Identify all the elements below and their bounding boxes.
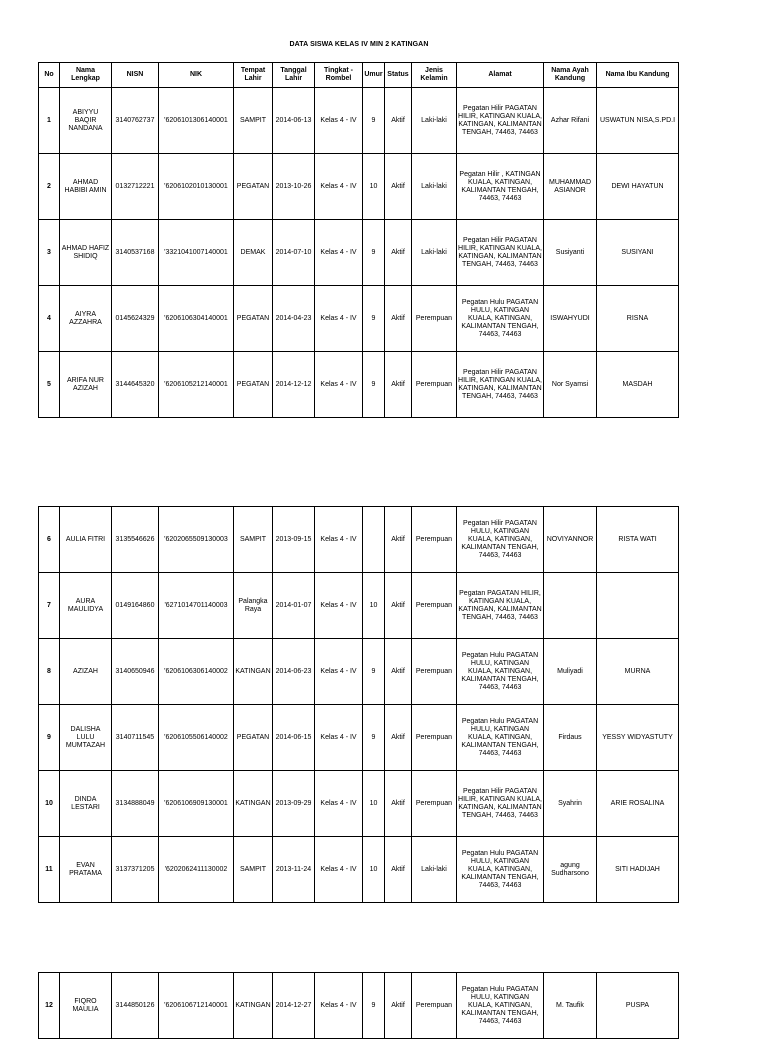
- nama-ibu-cell: DEWI HAYATUN: [597, 154, 679, 220]
- tingkat-rombel-cell: Kelas 4 - IV: [315, 286, 363, 352]
- alamat-cell: Pegatan Hilir PAGATAN HILIR, KATINGAN KUALA, KATINGAN, KALIMANTAN TENGAH, 74463, 74463: [457, 771, 544, 837]
- tanggal-lahir-cell: 2014-04-23: [273, 286, 315, 352]
- alamat-cell: Pegatan Hilir PAGATAN HILIR, KATINGAN KUALA, KATINGAN, KALIMANTAN TENGAH, 74463, 74463: [457, 88, 544, 154]
- nisn-cell: 3144850126: [112, 973, 159, 1039]
- tanggal-lahir-cell: 2014-12-12: [273, 352, 315, 418]
- nama-ibu-cell: ARIE ROSALINA: [597, 771, 679, 837]
- alamat-cell: Pegatan PAGATAN HILIR, KATINGAN KUALA, KATINGAN, KALIMANTAN TENGAH, 74463, 74463: [457, 573, 544, 639]
- jenis-kelamin-cell: Perempuan: [412, 573, 457, 639]
- nama-cell: EVAN PRATAMA: [60, 837, 112, 903]
- tanggal-lahir-cell: 2014-07-10: [273, 220, 315, 286]
- jenis-kelamin-cell: Perempuan: [412, 507, 457, 573]
- table-row: [39, 352, 679, 418]
- nama-ayah-cell: ISWAHYUDI: [544, 286, 597, 352]
- nama-cell: AHMAD HABIBI AMIN: [60, 154, 112, 220]
- table-row: [39, 771, 679, 837]
- nama-ibu-cell: USWATUN NISA,S.PD.I: [597, 88, 679, 154]
- header-no: No: [39, 63, 60, 88]
- no-cell: 5: [39, 352, 60, 418]
- nama-cell: AZIZAH: [60, 639, 112, 705]
- status-cell: Aktif: [385, 286, 412, 352]
- status-cell: Aktif: [385, 639, 412, 705]
- nama-cell: DALISHA LULU MUMTAZAH: [60, 705, 112, 771]
- jenis-kelamin-cell: Laki-laki: [412, 154, 457, 220]
- nisn-cell: 3140537168: [112, 220, 159, 286]
- tingkat-rombel-cell: Kelas 4 - IV: [315, 507, 363, 573]
- no-cell: 4: [39, 286, 60, 352]
- status-cell: Aktif: [385, 220, 412, 286]
- tempat-lahir-cell: PEGATAN: [234, 154, 273, 220]
- nama-ibu-cell: [597, 573, 679, 639]
- jenis-kelamin-cell: Perempuan: [412, 705, 457, 771]
- nik-cell: '6206106712140001: [159, 973, 234, 1039]
- header-nama-ayah: Nama Ayah Kandung: [544, 63, 597, 88]
- nama-ayah-cell: M. Taufik: [544, 973, 597, 1039]
- header-status: Status: [385, 63, 412, 88]
- nama-ayah-cell: MUHAMMAD ASIANOR: [544, 154, 597, 220]
- no-cell: 11: [39, 837, 60, 903]
- nisn-cell: 0132712221: [112, 154, 159, 220]
- jenis-kelamin-cell: Laki-laki: [412, 88, 457, 154]
- table-row: [39, 973, 679, 1039]
- header-tanggal-lahir: Tanggal Lahir: [273, 63, 315, 88]
- tingkat-rombel-cell: Kelas 4 - IV: [315, 705, 363, 771]
- header-jenis-kelamin: Jenis Kelamin: [412, 63, 457, 88]
- header-tingkat-rombel: Tingkat - Rombel: [315, 63, 363, 88]
- jenis-kelamin-cell: Perempuan: [412, 639, 457, 705]
- header-umur: Umur: [363, 63, 385, 88]
- umur-cell: 10: [363, 573, 385, 639]
- tempat-lahir-cell: SAMPIT: [234, 507, 273, 573]
- nisn-cell: 0145624329: [112, 286, 159, 352]
- nik-cell: '6206102010130001: [159, 154, 234, 220]
- nama-ayah-cell: Susiyanti: [544, 220, 597, 286]
- jenis-kelamin-cell: Perempuan: [412, 771, 457, 837]
- umur-cell: 9: [363, 220, 385, 286]
- tempat-lahir-cell: KATINGAN: [234, 973, 273, 1039]
- header-nama: Nama Lengkap: [60, 63, 112, 88]
- tanggal-lahir-cell: 2014-12-27: [273, 973, 315, 1039]
- jenis-kelamin-cell: Perempuan: [412, 352, 457, 418]
- umur-cell: [363, 507, 385, 573]
- tingkat-rombel-cell: Kelas 4 - IV: [315, 837, 363, 903]
- tanggal-lahir-cell: 2014-06-23: [273, 639, 315, 705]
- header-nama-ibu: Nama Ibu Kandung: [597, 63, 679, 88]
- no-cell: 1: [39, 88, 60, 154]
- no-cell: 8: [39, 639, 60, 705]
- nama-cell: AURA MAULIDYA: [60, 573, 112, 639]
- tanggal-lahir-cell: 2014-01-07: [273, 573, 315, 639]
- nik-cell: '6271014701140003: [159, 573, 234, 639]
- table-row: [39, 837, 679, 903]
- tempat-lahir-cell: SAMPIT: [234, 837, 273, 903]
- nama-ibu-cell: MURNA: [597, 639, 679, 705]
- umur-cell: 9: [363, 88, 385, 154]
- status-cell: Aktif: [385, 771, 412, 837]
- nisn-cell: 3137371205: [112, 837, 159, 903]
- nama-ibu-cell: SUSIYANI: [597, 220, 679, 286]
- tanggal-lahir-cell: 2013-09-15: [273, 507, 315, 573]
- nik-cell: '6206105506140002: [159, 705, 234, 771]
- tingkat-rombel-cell: Kelas 4 - IV: [315, 88, 363, 154]
- alamat-cell: Pegatan Hulu PAGATAN HULU, KATINGAN KUALA, KATINGAN, KALIMANTAN TENGAH, 74463, 74463: [457, 639, 544, 705]
- header-nik: NIK: [159, 63, 234, 88]
- table-row: [39, 705, 679, 771]
- no-cell: 3: [39, 220, 60, 286]
- alamat-cell: Pegatan Hilir PAGATAN HILIR, KATINGAN KUALA, KATINGAN, KALIMANTAN TENGAH, 74463, 74463: [457, 220, 544, 286]
- umur-cell: 9: [363, 973, 385, 1039]
- nama-ayah-cell: Syahrin: [544, 771, 597, 837]
- nik-cell: '6206106306140002: [159, 639, 234, 705]
- umur-cell: 9: [363, 639, 385, 705]
- tempat-lahir-cell: PEGATAN: [234, 286, 273, 352]
- tingkat-rombel-cell: Kelas 4 - IV: [315, 352, 363, 418]
- nama-cell: ARIFA NUR AZIZAH: [60, 352, 112, 418]
- nama-cell: ABIYYU BAQIR NANDANA: [60, 88, 112, 154]
- nama-ibu-cell: RISTA WATI: [597, 507, 679, 573]
- tempat-lahir-cell: PEGATAN: [234, 705, 273, 771]
- tingkat-rombel-cell: Kelas 4 - IV: [315, 973, 363, 1039]
- no-cell: 7: [39, 573, 60, 639]
- nama-cell: AIYRA AZZAHRA: [60, 286, 112, 352]
- umur-cell: 9: [363, 352, 385, 418]
- nama-ayah-cell: Nor Syamsi: [544, 352, 597, 418]
- table-row: [39, 639, 679, 705]
- status-cell: Aktif: [385, 837, 412, 903]
- table-row: [39, 507, 679, 573]
- tanggal-lahir-cell: 2013-11-24: [273, 837, 315, 903]
- nisn-cell: 3144645320: [112, 352, 159, 418]
- table-row: [39, 573, 679, 639]
- jenis-kelamin-cell: Laki-laki: [412, 220, 457, 286]
- nik-cell: '3321041007140001: [159, 220, 234, 286]
- nama-ibu-cell: PUSPA: [597, 973, 679, 1039]
- tempat-lahir-cell: Palangka Raya: [234, 573, 273, 639]
- alamat-cell: Pegatan Hilir PAGATAN HILIR, KATINGAN KUALA, KATINGAN, KALIMANTAN TENGAH, 74463, 74463: [457, 352, 544, 418]
- umur-cell: 9: [363, 705, 385, 771]
- umur-cell: 10: [363, 154, 385, 220]
- tingkat-rombel-cell: Kelas 4 - IV: [315, 639, 363, 705]
- nama-cell: AHMAD HAFIZ SHIDIQ: [60, 220, 112, 286]
- tempat-lahir-cell: PEGATAN: [234, 352, 273, 418]
- tempat-lahir-cell: KATINGAN: [234, 639, 273, 705]
- umur-cell: 10: [363, 837, 385, 903]
- tanggal-lahir-cell: 2014-06-15: [273, 705, 315, 771]
- jenis-kelamin-cell: Perempuan: [412, 286, 457, 352]
- nik-cell: '6206101306140001: [159, 88, 234, 154]
- student-table-part-1: [38, 62, 679, 418]
- nik-cell: '6202062411130002: [159, 837, 234, 903]
- alamat-cell: Pegatan Hilir , KATINGAN KUALA, KATINGAN, KALIMANTAN TENGAH, 74463, 74463: [457, 154, 544, 220]
- no-cell: 10: [39, 771, 60, 837]
- umur-cell: 10: [363, 771, 385, 837]
- nama-ibu-cell: YESSY WIDYASTUTY: [597, 705, 679, 771]
- umur-cell: 9: [363, 286, 385, 352]
- header-tempat-lahir: Tempat Lahir: [234, 63, 273, 88]
- tingkat-rombel-cell: Kelas 4 - IV: [315, 154, 363, 220]
- status-cell: Aktif: [385, 352, 412, 418]
- no-cell: 12: [39, 973, 60, 1039]
- nisn-cell: 3135546626: [112, 507, 159, 573]
- nama-ibu-cell: RISNA: [597, 286, 679, 352]
- alamat-cell: Pegatan Hulu PAGATAN HULU, KATINGAN KUALA, KATINGAN, KALIMANTAN TENGAH, 74463, 74463: [457, 705, 544, 771]
- nama-ayah-cell: Azhar Rifani: [544, 88, 597, 154]
- table-body: [39, 507, 679, 903]
- page-title: DATA SISWA KELAS IV MIN 2 KATINGAN: [289, 41, 429, 48]
- table-row: [39, 154, 679, 220]
- nisn-cell: 3134888049: [112, 771, 159, 837]
- nik-cell: '6206106909130001: [159, 771, 234, 837]
- status-cell: Aktif: [385, 973, 412, 1039]
- tingkat-rombel-cell: Kelas 4 - IV: [315, 771, 363, 837]
- alamat-cell: Pegatan Hulu PAGATAN HULU, KATINGAN KUALA, KATINGAN, KALIMANTAN TENGAH, 74463, 74463: [457, 973, 544, 1039]
- tempat-lahir-cell: SAMPIT: [234, 88, 273, 154]
- nama-ayah-cell: NOVIYANNOR: [544, 507, 597, 573]
- alamat-cell: Pegatan Hilir PAGATAN HULU, KATINGAN KUALA, KATINGAN, KALIMANTAN TENGAH, 74463, 74463: [457, 507, 544, 573]
- table-row: [39, 88, 679, 154]
- nama-cell: AULIA FITRI: [60, 507, 112, 573]
- tanggal-lahir-cell: 2013-10-26: [273, 154, 315, 220]
- nisn-cell: 3140762737: [112, 88, 159, 154]
- header-nisn: NISN: [112, 63, 159, 88]
- nama-ayah-cell: Firdaus: [544, 705, 597, 771]
- tingkat-rombel-cell: Kelas 4 - IV: [315, 573, 363, 639]
- tempat-lahir-cell: KATINGAN: [234, 771, 273, 837]
- nama-ayah-cell: agung Sudharsono: [544, 837, 597, 903]
- table-row: [39, 220, 679, 286]
- status-cell: Aktif: [385, 573, 412, 639]
- nama-ibu-cell: SITI HADIJAH: [597, 837, 679, 903]
- table-body: [39, 973, 679, 1039]
- no-cell: 2: [39, 154, 60, 220]
- status-cell: Aktif: [385, 154, 412, 220]
- student-table-part-2: [38, 506, 679, 903]
- alamat-cell: Pegatan Hulu PAGATAN HULU, KATINGAN KUALA, KATINGAN, KALIMANTAN TENGAH, 74463, 74463: [457, 837, 544, 903]
- alamat-cell: Pegatan Hulu PAGATAN HULU, KATINGAN KUALA, KATINGAN, KALIMANTAN TENGAH, 74463, 74463: [457, 286, 544, 352]
- table-body: [39, 88, 679, 418]
- nama-cell: DINDA LESTARI: [60, 771, 112, 837]
- nama-ayah-cell: [544, 573, 597, 639]
- table-row: [39, 286, 679, 352]
- nik-cell: '6206105212140001: [159, 352, 234, 418]
- table-header-row: [39, 63, 679, 88]
- tanggal-lahir-cell: 2014-06-13: [273, 88, 315, 154]
- student-table-part-3: [38, 972, 679, 1039]
- nisn-cell: 3140650946: [112, 639, 159, 705]
- status-cell: Aktif: [385, 88, 412, 154]
- nama-ibu-cell: MASDAH: [597, 352, 679, 418]
- tingkat-rombel-cell: Kelas 4 - IV: [315, 220, 363, 286]
- nama-cell: FIQRO MAULIA: [60, 973, 112, 1039]
- nisn-cell: 0149164860: [112, 573, 159, 639]
- nama-ayah-cell: Muliyadi: [544, 639, 597, 705]
- no-cell: 6: [39, 507, 60, 573]
- nik-cell: '6206106304140001: [159, 286, 234, 352]
- header-alamat: Alamat: [457, 63, 544, 88]
- nik-cell: '6202065509130003: [159, 507, 234, 573]
- status-cell: Aktif: [385, 705, 412, 771]
- status-cell: Aktif: [385, 507, 412, 573]
- jenis-kelamin-cell: Laki-laki: [412, 837, 457, 903]
- tanggal-lahir-cell: 2013-09-29: [273, 771, 315, 837]
- jenis-kelamin-cell: Perempuan: [412, 973, 457, 1039]
- nisn-cell: 3140711545: [112, 705, 159, 771]
- no-cell: 9: [39, 705, 60, 771]
- tempat-lahir-cell: DEMAK: [234, 220, 273, 286]
